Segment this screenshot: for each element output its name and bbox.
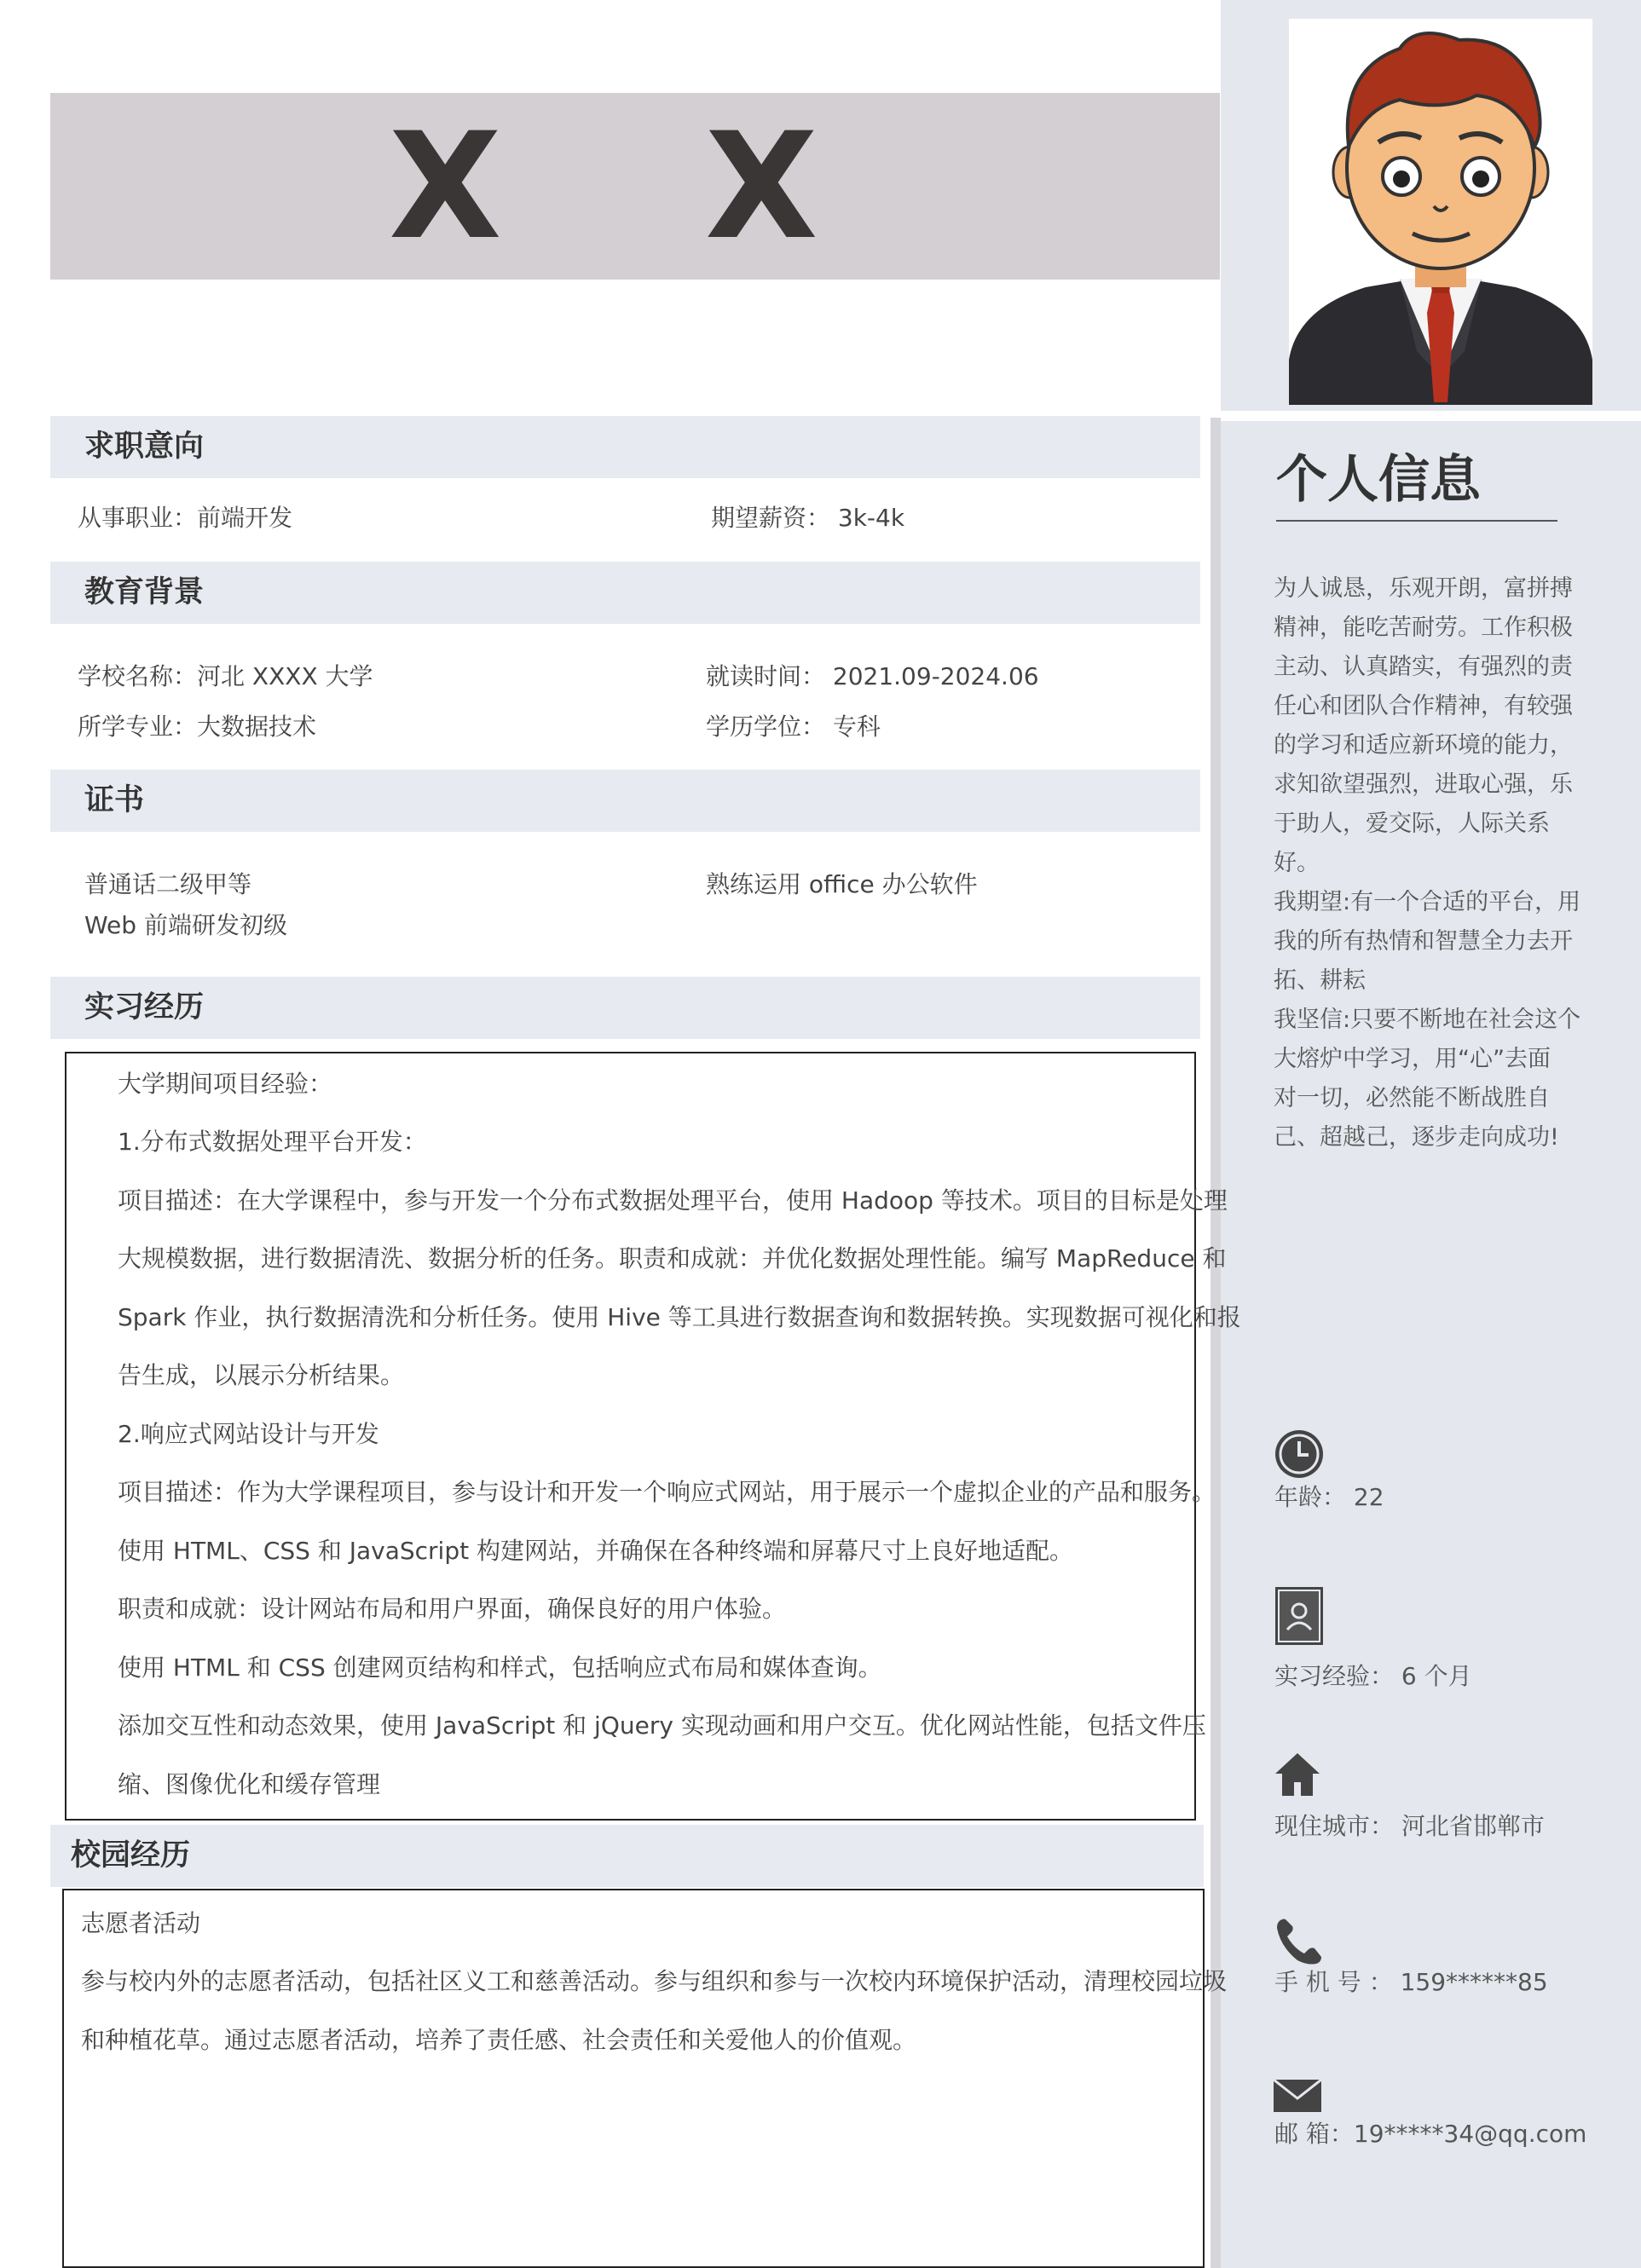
internship-line: 2.响应式网站设计与开发 xyxy=(118,1420,379,1448)
internship-line: 1.分布式数据处理平台开发： xyxy=(118,1128,427,1156)
internship-line: 大规模数据，进行数据清洗、数据分析的任务。职责和成就：并优化数据处理性能。编写 MapReduce 和 xyxy=(118,1244,1227,1273)
intro-line: 精神，能吃苦耐劳。工作积极 xyxy=(1274,615,1573,641)
phone-icon xyxy=(1274,1916,1325,1967)
section-title: 证书 xyxy=(84,783,145,817)
intro-line: 于助人，爱交际，人际关系 xyxy=(1274,811,1550,837)
photo-separator xyxy=(1221,411,1641,421)
intro-line: 大熔炉中学习，用“心”去面 xyxy=(1274,1046,1551,1072)
internship-line: 大学期间项目经验： xyxy=(118,1070,333,1098)
intro-line: 对一切，必然能不断战胜自 xyxy=(1274,1085,1550,1111)
name-last: X xyxy=(705,101,818,272)
school-name: 学校名称：河北 XXXX 大学 xyxy=(78,662,373,690)
campus-line: 参与校内外的志愿者活动，包括社区义工和慈善活动。参与组织和参与一次校内环境保护活动，清理校园垃圾 xyxy=(81,1967,1228,1995)
internship-line: 项目描述：在大学课程中，参与开发一个分布式数据处理平台，使用 Hadoop 等技术。项目的目标是处理 xyxy=(118,1186,1228,1215)
email: 邮 箱：19*****34@qq.com xyxy=(1274,2120,1587,2148)
section-title: 教育背景 xyxy=(84,575,205,609)
contact-book-icon xyxy=(1274,1585,1325,1647)
internship-line: 缩、图像优化和缓存管理 xyxy=(118,1770,381,1798)
major: 所学专业：大数据技术 xyxy=(78,713,317,741)
job-title: 从事职业：前端开发 xyxy=(78,504,293,532)
internship-line: 添加交互性和动态效果，使用 JavaScript 和 jQuery 实现动画和用户交互。优化网站性能，包括文件压 xyxy=(118,1711,1206,1740)
campus-box xyxy=(62,1889,1228,2268)
internship-line: 使用 HTML、CSS 和 JavaScript 构建网站，并确保在各种终端和屏幕尺寸上良好地适配。 xyxy=(118,1537,1073,1565)
mail-icon xyxy=(1274,2080,1321,2112)
intro-line: 拓、耕耘 xyxy=(1274,967,1366,994)
section-title: 求职意向 xyxy=(84,430,205,464)
cartoon-avatar-icon xyxy=(1289,19,1592,405)
intro-line: 己、超越己，逐步走向成功! xyxy=(1274,1124,1559,1151)
internship-line: 职责和成就：设计网站布局和用户界面，确保良好的用户体验。 xyxy=(118,1595,787,1623)
intro-line: 好。 xyxy=(1274,850,1320,876)
name-first: X xyxy=(389,101,502,272)
phone-number: 手 机 号 ： 159******85 xyxy=(1274,1968,1548,1996)
intro-line: 为人诚恳，乐观开朗，富拼搏 xyxy=(1274,575,1573,602)
expected-salary: 期望薪资： 3k-4k xyxy=(711,504,905,532)
internship-experience: 实习经验： 6 个月 xyxy=(1274,1662,1472,1690)
self-introduction xyxy=(1274,569,1585,1157)
section-header-internship xyxy=(50,977,1200,1039)
home-icon xyxy=(1274,1751,1321,1798)
name-banner xyxy=(50,93,1220,280)
section-header-intent xyxy=(50,416,1200,478)
clock-icon xyxy=(1273,1428,1326,1480)
current-city: 现住城市： 河北省邯郸市 xyxy=(1274,1812,1545,1840)
section-title: 校园经历 xyxy=(71,1838,191,1873)
internship-line: Spark 作业，执行数据清洗和分析任务。使用 Hive 等工具进行数据查询和数据转换。实现数据可视化和报 xyxy=(118,1303,1241,1331)
intro-line: 我的所有热情和智慧全力去开 xyxy=(1274,928,1573,955)
intro-line: 求知欲望强烈，进取心强，乐 xyxy=(1274,771,1573,798)
study-period: 就读时间： 2021.09-2024.06 xyxy=(706,662,1039,690)
campus-line: 和种植花草。通过志愿者活动，培养了责任感、社会责任和关爱他人的价值观。 xyxy=(81,2026,917,2054)
title-underline xyxy=(1276,520,1557,522)
personal-info-title: 个人信息 xyxy=(1276,450,1481,510)
intro-line: 主动、认真踏实，有强烈的责 xyxy=(1274,654,1573,680)
intro-line: 我期望:有一个合适的平台，用 xyxy=(1274,889,1581,915)
avatar xyxy=(1289,19,1592,405)
section-header-certificates xyxy=(50,770,1200,832)
certificate-item: 熟练运用 office 办公软件 xyxy=(706,870,978,898)
section-header-education xyxy=(50,562,1200,624)
section-title: 实习经历 xyxy=(84,990,205,1024)
intro-line: 的学习和适应新环境的能力， xyxy=(1274,732,1573,759)
internship-box xyxy=(65,1052,1241,1821)
internship-line: 告生成，以展示分析结果。 xyxy=(118,1361,405,1389)
internship-line: 使用 HTML 和 CSS 创建网页结构和样式，包括响应式布局和媒体查询。 xyxy=(118,1653,882,1682)
internship-line: 项目描述：作为大学课程项目，参与设计和开发一个响应式网站，用于展示一个虚拟企业的产品和服务。 xyxy=(118,1478,1216,1506)
degree: 学历学位： 专科 xyxy=(706,713,881,741)
intro-line: 我坚信:只要不断地在社会这个 xyxy=(1274,1007,1581,1033)
certificate-item: 普通话二级甲等 xyxy=(84,870,252,898)
intro-line: 任心和团队合作精神，有较强 xyxy=(1274,693,1573,719)
age: 年龄： 22 xyxy=(1274,1483,1384,1511)
campus-line: 志愿者活动 xyxy=(81,1909,201,1937)
section-header-campus xyxy=(50,1825,1204,1887)
certificate-item: Web 前端研发初级 xyxy=(84,911,287,939)
